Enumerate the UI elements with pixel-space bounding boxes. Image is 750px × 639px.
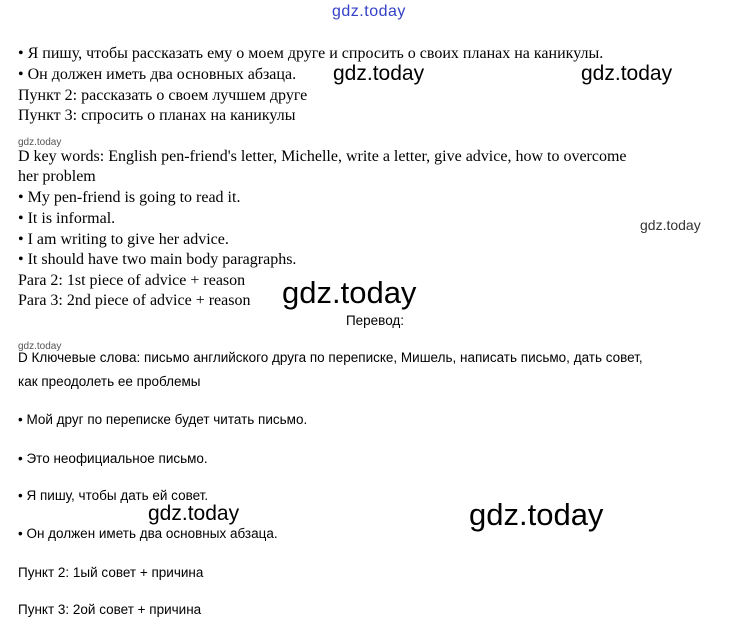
text-line: Пункт 2: 1ый совет + причина xyxy=(18,565,204,580)
text-line: Пункт 3: спросить о планах на каникулы xyxy=(18,107,296,124)
text-line: • Он должен иметь два основных абзаца. xyxy=(18,66,297,83)
text-line: Para 3: 2nd piece of advice + reason xyxy=(18,292,251,309)
text-line: Пункт 2: рассказать о своем лучшем друге xyxy=(18,87,308,104)
watermark: gdz.today xyxy=(18,137,62,148)
watermark: gdz.today xyxy=(148,502,240,525)
text-line: • It is informal. xyxy=(18,210,116,227)
text-line: • It should have two main body paragraphs. xyxy=(18,251,297,268)
text-line: как преодолеть ее проблемы xyxy=(18,374,201,389)
text-line: Para 2: 1st piece of advice + reason xyxy=(18,272,246,289)
watermark: gdz.today xyxy=(333,62,425,85)
text-line: Пункт 3: 2ой совет + причина xyxy=(18,602,202,617)
watermark-top: gdz.today xyxy=(332,3,406,20)
text-line: • Это неофициальное письмо. xyxy=(18,451,208,466)
watermark: gdz.today xyxy=(469,497,604,532)
text-line: her problem xyxy=(18,168,96,185)
translation-heading: Перевод: xyxy=(345,313,405,328)
text-line: • I am writing to give her advice. xyxy=(18,231,229,248)
watermark: gdz.today xyxy=(18,341,62,352)
text-line: • Он должен иметь два основных абзаца. xyxy=(18,526,278,541)
watermark: gdz.today xyxy=(640,217,701,233)
text-line: D Ключевые слова: письмо английского друга по переписке, Мишель, написать письмо, дать совет, xyxy=(18,350,643,365)
text-line: • Я пишу, чтобы рассказать ему о моем друге и спросить о своих планах на каникулы. xyxy=(18,45,604,62)
text-line: • My pen-friend is going to read it. xyxy=(18,189,241,206)
text-line: • Я пишу, чтобы дать ей совет. xyxy=(18,488,209,503)
text-line: • Мой друг по переписке будет читать письмо. xyxy=(18,412,308,427)
watermark: gdz.today xyxy=(581,62,673,85)
text-line: D key words: English pen-friend's letter, Michelle, write a letter, give advice, how to overcome xyxy=(18,148,627,165)
watermark: gdz.today xyxy=(282,275,417,310)
